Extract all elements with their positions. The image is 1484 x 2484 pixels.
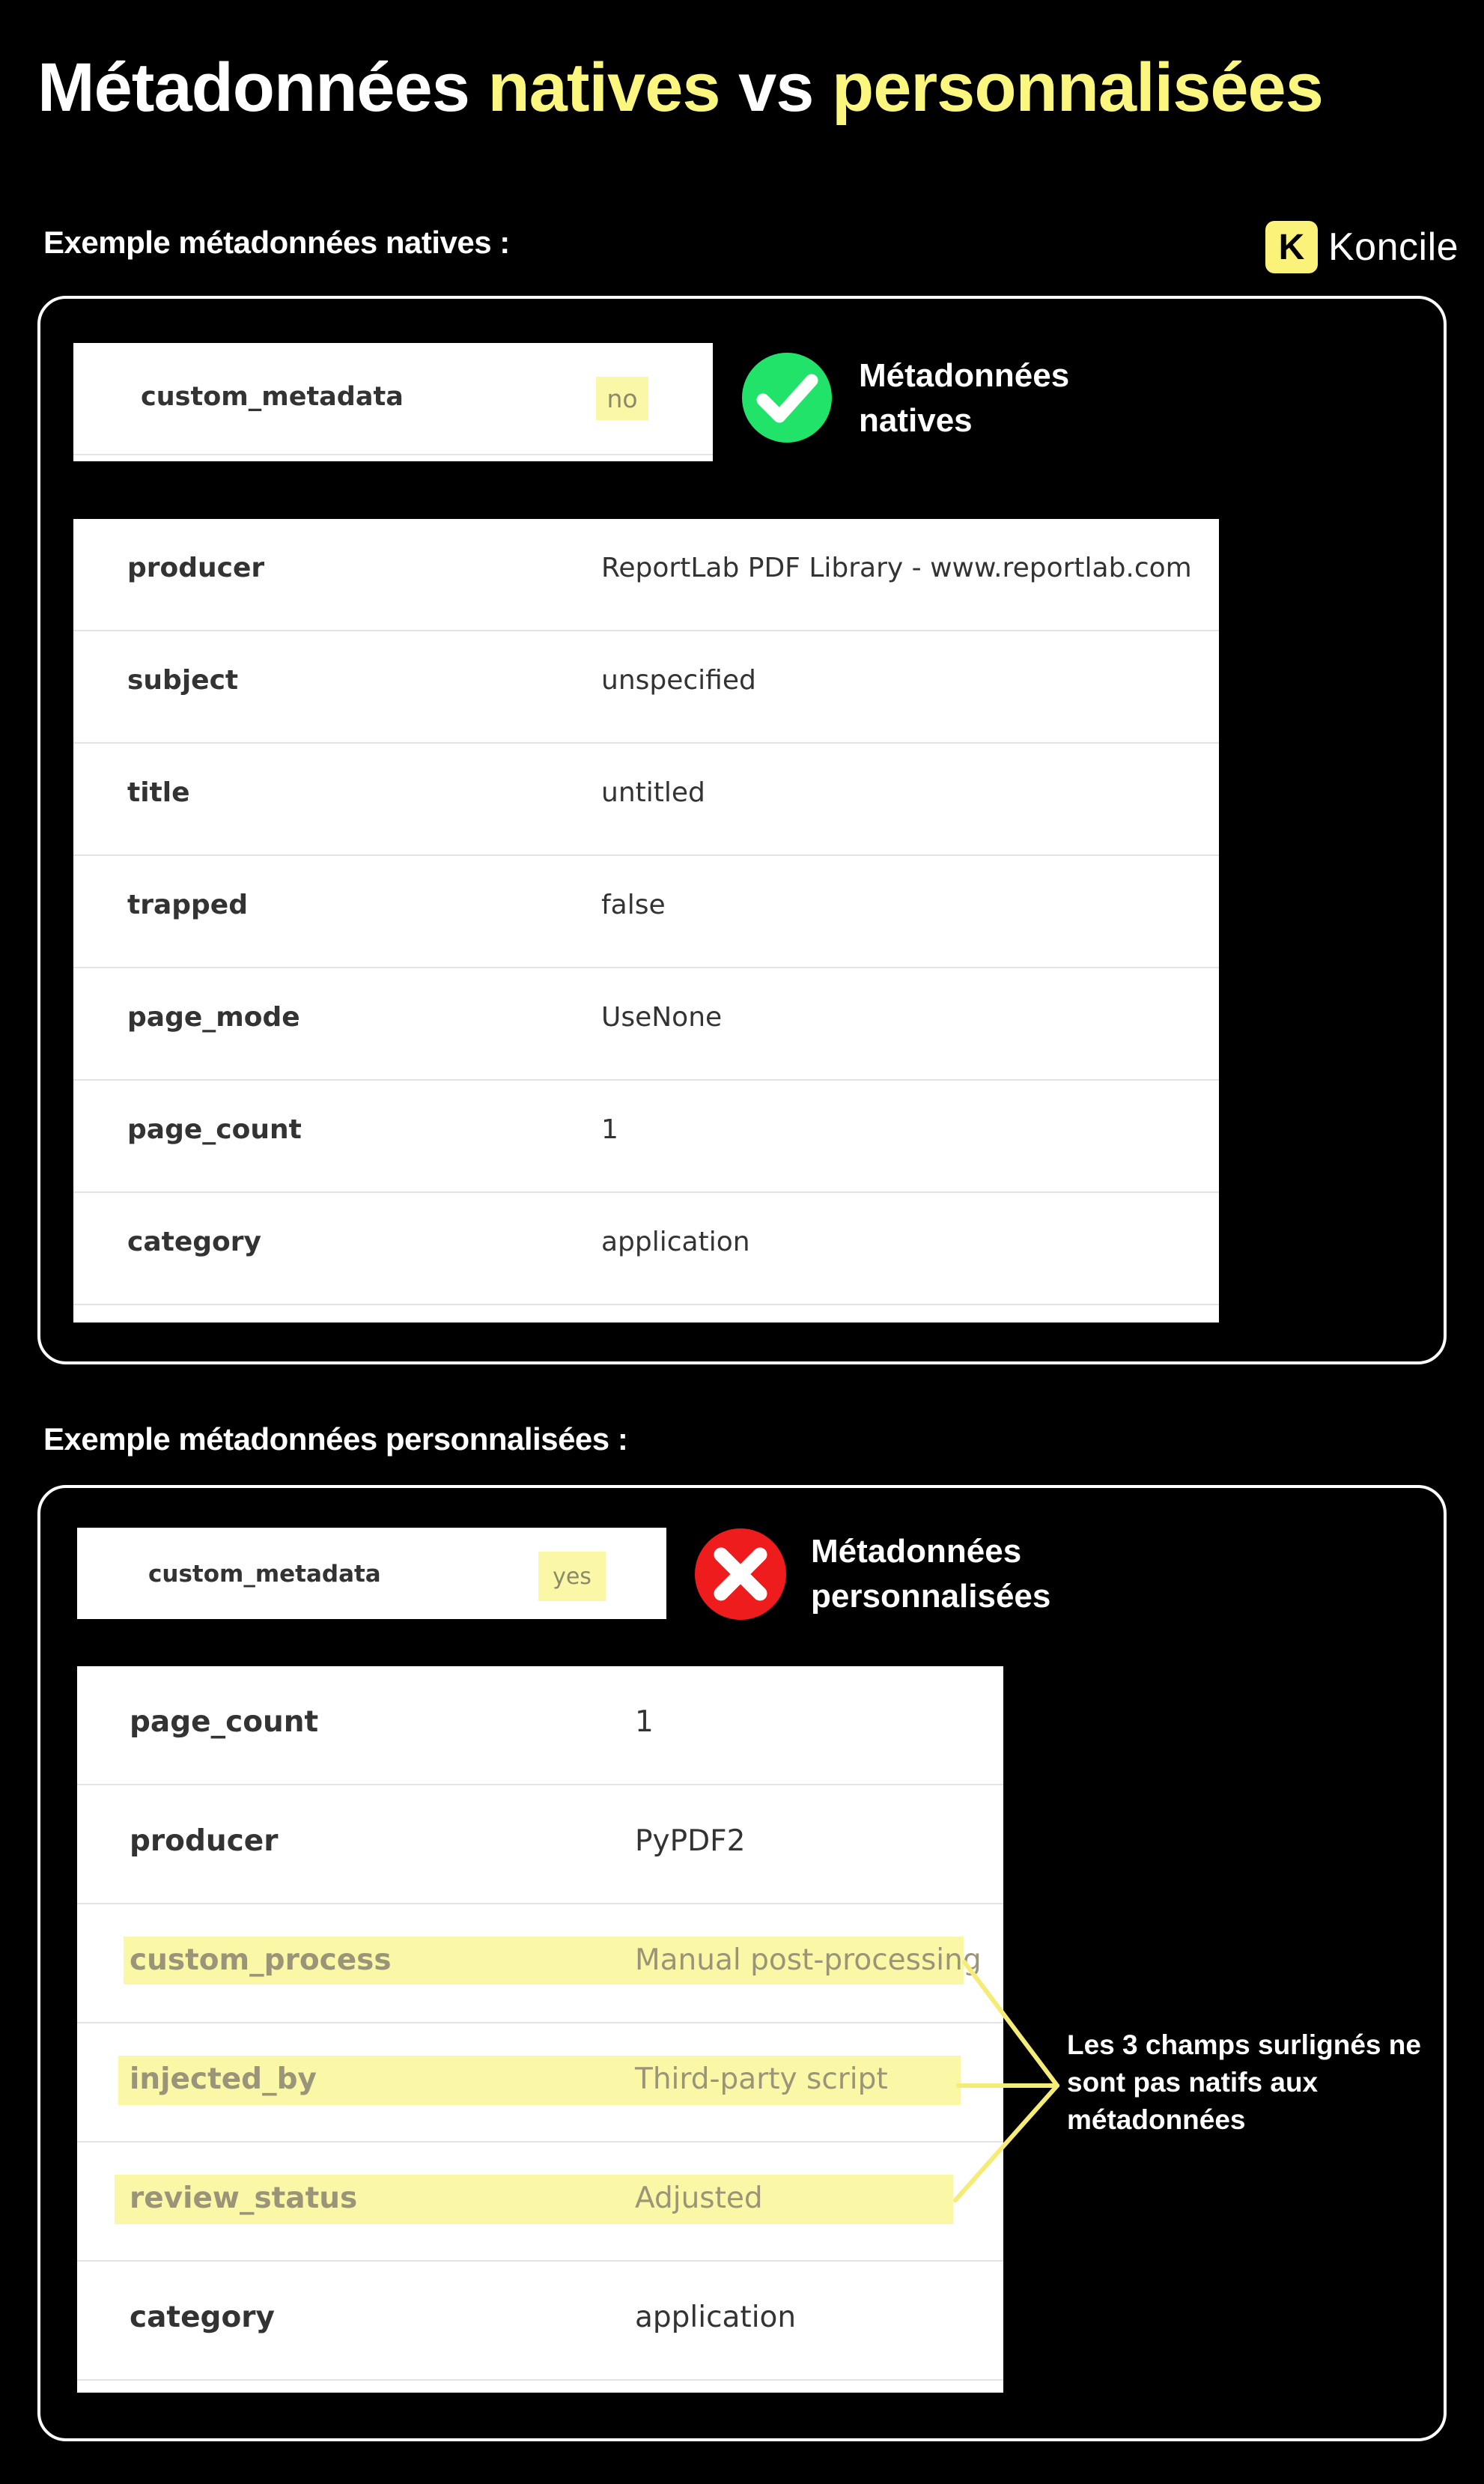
highlight-note: Les 3 champs surlignés ne sont pas natifs aux métadonnées — [1067, 2029, 1421, 2135]
native-section-label: Exemple métadonnées natives : — [43, 225, 510, 260]
title-part-3: vs — [738, 49, 814, 126]
custom-badge-label — [811, 1529, 1050, 1619]
row-value: application — [601, 1227, 750, 1257]
row-value: 1 — [601, 1114, 618, 1145]
row-value: 1 — [635, 1705, 654, 1739]
native-badge-label — [859, 353, 1069, 443]
custom-custom-metadata-flag — [77, 1528, 666, 1619]
native-metadata-table — [73, 519, 1219, 1323]
row-value: Manual post-processing — [635, 1943, 982, 1977]
row-value: unspecified — [601, 665, 756, 696]
row-key: injected_by — [130, 2062, 317, 2096]
table-row-highlighted — [77, 2023, 1003, 2143]
table-row — [73, 856, 1219, 968]
check-circle-icon — [741, 352, 833, 447]
flag-key: custom_metadata — [148, 1561, 381, 1588]
table-row — [77, 1666, 1003, 1785]
row-key: page_count — [127, 1114, 302, 1145]
flag-value-yes: yes — [538, 1552, 606, 1601]
page-title — [37, 46, 1323, 129]
row-value: UseNone — [601, 1002, 723, 1033]
row-key: category — [130, 2301, 275, 2334]
row-value: Adjusted — [635, 2181, 763, 2215]
logo-k-icon: K — [1265, 221, 1318, 273]
brand-logo — [1265, 221, 1459, 273]
row-key: producer — [127, 553, 265, 583]
row-key: title — [127, 777, 190, 808]
table-row — [73, 631, 1219, 744]
row-value: false — [601, 890, 666, 920]
row-key: category — [127, 1227, 261, 1257]
table-row — [73, 519, 1219, 631]
connector-lines — [951, 1940, 1071, 2217]
row-key: page_mode — [127, 1002, 300, 1033]
cross-circle-icon — [694, 1528, 787, 1624]
native-badge-line1: Métadonnées — [859, 357, 1070, 394]
table-row — [77, 2262, 1003, 2381]
row-key: trapped — [127, 890, 248, 920]
table-row — [77, 1785, 1003, 1904]
custom-badge-line1: Métadonnées — [811, 1533, 1022, 1570]
flag-divider — [73, 454, 713, 455]
row-value: ReportLab PDF Library - www.reportlab.com — [601, 553, 1192, 583]
table-row-highlighted — [77, 2143, 1003, 2262]
native-custom-metadata-flag — [73, 343, 713, 461]
title-part-2: natives — [487, 49, 720, 126]
custom-badge-line2: personnalisées — [811, 1578, 1051, 1615]
row-value: Third-party script — [635, 2062, 888, 2096]
row-key: review_status — [130, 2181, 358, 2215]
row-value: application — [635, 2301, 797, 2334]
row-key: producer — [130, 1824, 279, 1858]
flag-value-no: no — [596, 377, 648, 420]
row-value: PyPDF2 — [635, 1824, 746, 1858]
row-value: untitled — [601, 777, 705, 808]
row-key: custom_process — [130, 1943, 392, 1977]
table-row-highlighted — [77, 1904, 1003, 2023]
flag-key: custom_metadata — [141, 382, 404, 412]
table-row — [73, 968, 1219, 1081]
custom-metadata-table — [77, 1666, 1003, 2393]
table-row — [73, 1193, 1219, 1305]
title-part-4: personnalisées — [832, 49, 1323, 126]
table-row — [73, 1081, 1219, 1193]
custom-section-label: Exemple métadonnées personnalisées : — [43, 1421, 628, 1457]
title-part-1: Métadonnées — [37, 49, 469, 126]
row-key: page_count — [130, 1705, 319, 1739]
logo-wordmark: Koncile — [1328, 225, 1459, 269]
native-badge-line2: natives — [859, 402, 973, 439]
row-key: subject — [127, 665, 239, 696]
table-row — [73, 744, 1219, 856]
